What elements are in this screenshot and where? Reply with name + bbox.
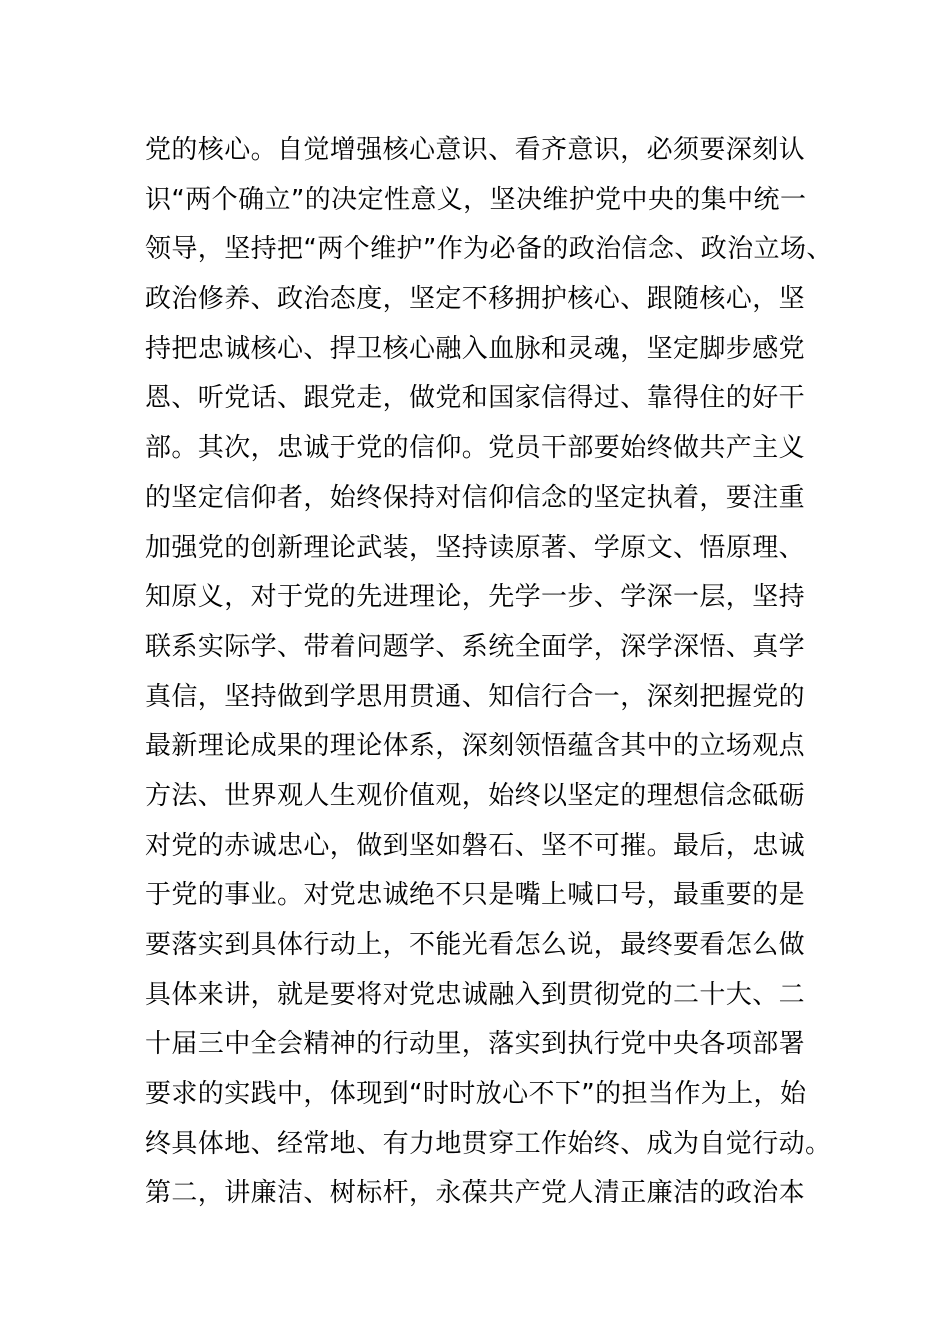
text-line: 政治修养、政治态度，坚定不移拥护核心、跟随核心，坚 bbox=[145, 284, 806, 315]
text-line: 十届三中全会精神的行动里，落实到执行党中央各项部署 bbox=[145, 1029, 806, 1060]
text-line: 第二，讲廉洁、树标杆，永葆共产党人清正廉洁的政治本 bbox=[145, 1178, 806, 1209]
body-text bbox=[145, 126, 845, 1219]
text-line: 真信，坚持做到学思用贯通、知信行合一，深刻把握党的 bbox=[145, 681, 806, 712]
text-line: 于党的事业。对党忠诚绝不只是嘴上喊口号，最重要的是 bbox=[145, 880, 806, 911]
text-line: 领导，坚持把“两个维护”作为必备的政治信念、政治立场、 bbox=[145, 234, 833, 265]
text-line: 具体来讲，就是要将对党忠诚融入到贯彻党的二十大、二 bbox=[145, 979, 806, 1010]
text-line: 的坚定信仰者，始终保持对信仰信念的坚定执着，要注重 bbox=[145, 482, 806, 513]
text-line: 对党的赤诚忠心，做到坚如磐石、坚不可摧。最后，忠诚 bbox=[145, 830, 806, 861]
text-line: 部。其次，忠诚于党的信仰。党员干部要始终做共产主义 bbox=[145, 433, 806, 464]
text-line: 方法、世界观人生观价值观，始终以坚定的理想信念砥砺 bbox=[145, 780, 806, 811]
text-line: 终具体地、经常地、有力地贯穿工作始终、成为自觉行动。 bbox=[145, 1128, 832, 1159]
text-line: 持把忠诚核心、捍卫核心融入血脉和灵魂，坚定脚步感党 bbox=[145, 333, 806, 364]
text-line: 联系实际学、带着问题学、系统全面学，深学深悟、真学 bbox=[145, 631, 806, 662]
text-line: 恩、听党话、跟党走，做党和国家信得过、靠得住的好干 bbox=[145, 383, 806, 414]
text-line: 党的核心。自觉增强核心意识、看齐意识，必须要深刻认 bbox=[145, 135, 806, 165]
text-line: 知原义，对于党的先进理论，先学一步、学深一层，坚持 bbox=[145, 582, 806, 613]
text-line: 要落实到具体行动上，不能光看怎么说，最终要看怎么做 bbox=[145, 930, 806, 960]
text-line: 要求的实践中，体现到“时时放心不下”的担当作为上，始 bbox=[145, 1079, 807, 1110]
text-line: 最新理论成果的理论体系，深刻领悟蕴含其中的立场观点 bbox=[145, 731, 806, 762]
text-line: 识“两个确立”的决定性意义，坚决维护党中央的集中统一 bbox=[145, 184, 807, 215]
text-line: 加强党的创新理论武装，坚持读原著、学原文、悟原理、 bbox=[145, 532, 806, 563]
